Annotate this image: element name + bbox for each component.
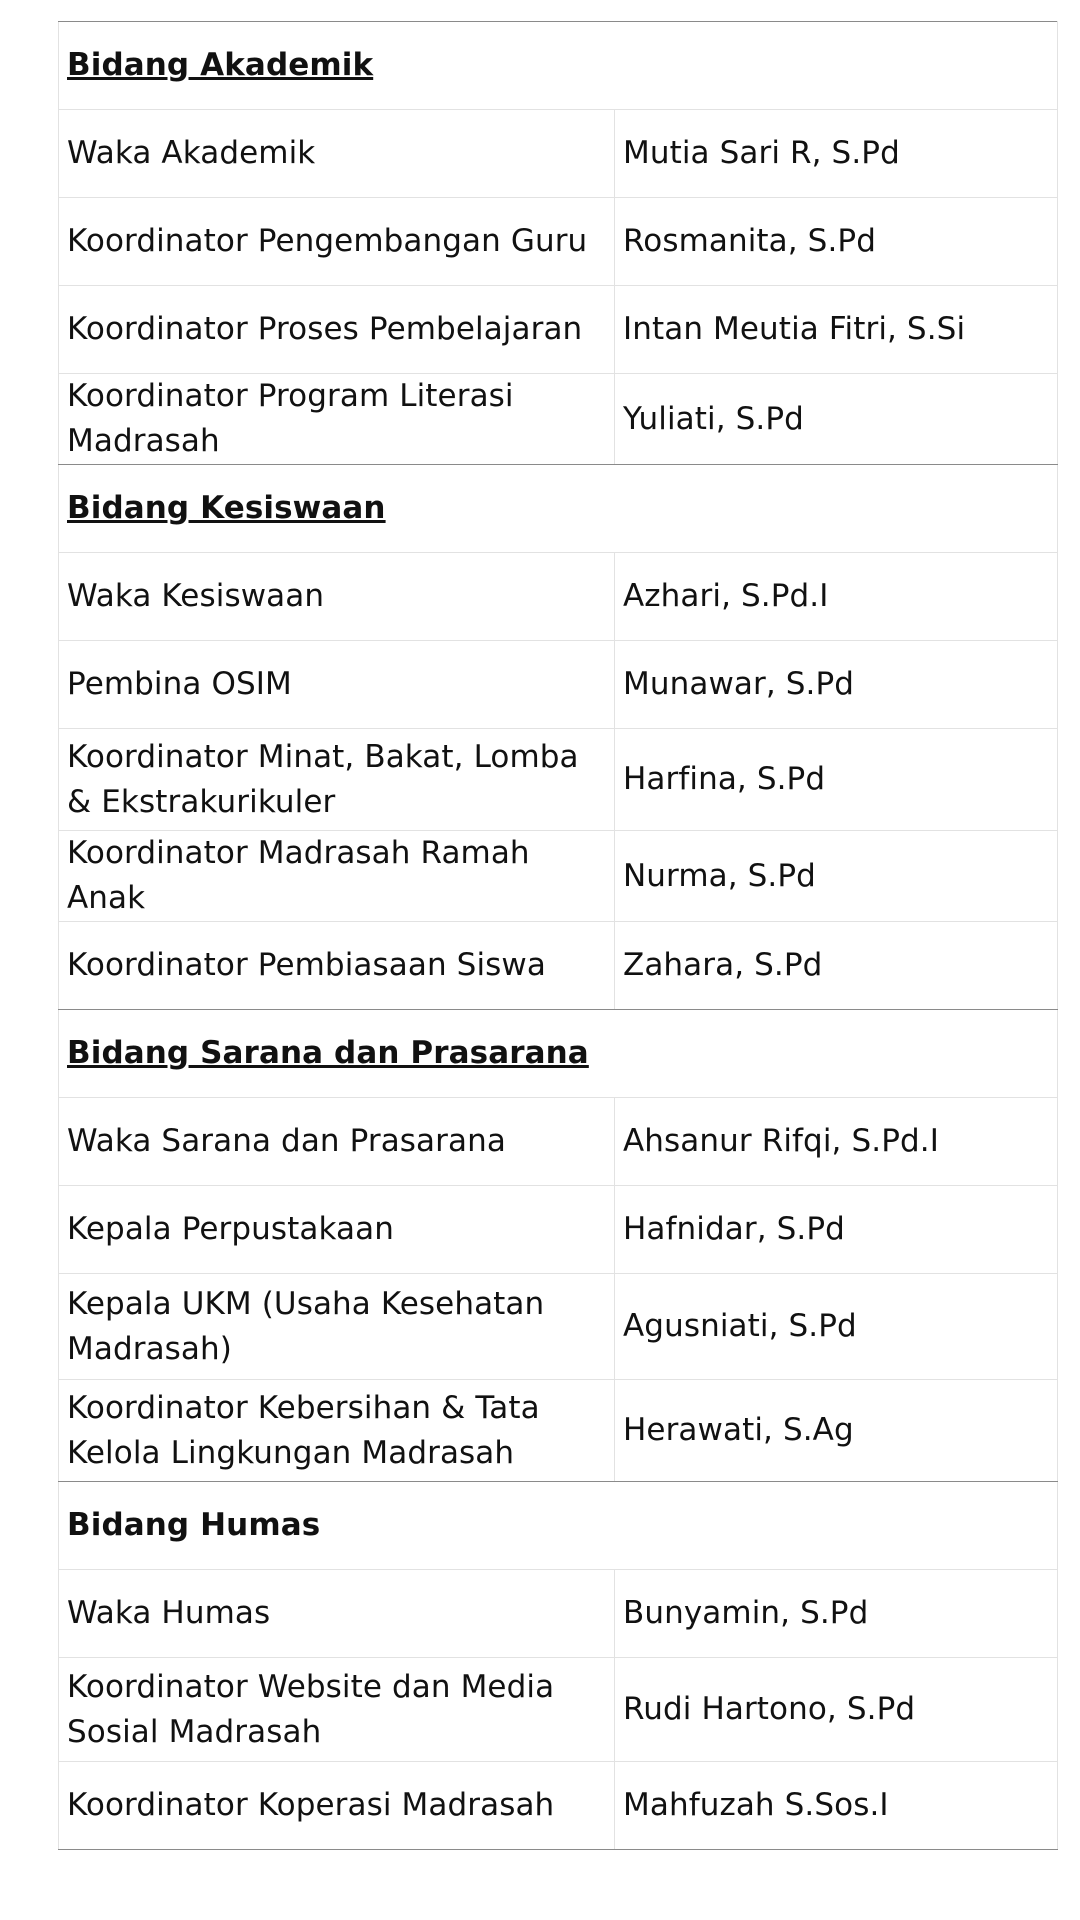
organization-table [58,21,1058,1850]
name-cell: Rosmanita, S.Pd [615,198,1058,286]
section-header-sarana [59,1010,1058,1098]
role-cell: Waka Akademik [59,110,615,198]
table-row [59,1380,1058,1482]
name-cell: Harfina, S.Pd [615,729,1058,831]
name-cell: Azhari, S.Pd.I [615,553,1058,641]
role-cell: Kepala Perpustakaan [59,1186,615,1274]
role-cell: Waka Kesiswaan [59,553,615,641]
table-row [59,374,1058,465]
role-cell: Koordinator Koperasi Madrasah [59,1762,615,1850]
name-cell: Ahsanur Rifqi, S.Pd.I [615,1098,1058,1186]
section-title-cell [59,1010,1058,1098]
table-row [59,110,1058,198]
role-cell: Koordinator Pembiasaan Siswa [59,922,615,1010]
role-cell: Koordinator Minat, Bakat, Lomba & Ekstrakurikuler [59,729,615,831]
section-title: Bidang Sarana dan Prasarana [67,1035,589,1071]
name-cell: Bunyamin, S.Pd [615,1570,1058,1658]
role-cell: Koordinator Website dan Media Sosial Madrasah [59,1658,615,1762]
role-cell: Koordinator Madrasah Ramah Anak [59,831,615,922]
role-cell: Pembina OSIM [59,641,615,729]
table-row [59,1186,1058,1274]
role-cell: Koordinator Kebersihan & Tata Kelola Lingkungan Madrasah [59,1380,615,1482]
section-header-kesiswaan [59,465,1058,553]
role-cell: Kepala UKM (Usaha Kesehatan Madrasah) [59,1274,615,1380]
name-cell: Agusniati, S.Pd [615,1274,1058,1380]
name-cell: Yuliati, S.Pd [615,374,1058,465]
table-row [59,922,1058,1010]
name-cell: Mutia Sari R, S.Pd [615,110,1058,198]
table-row [59,1570,1058,1658]
role-cell: Waka Sarana dan Prasarana [59,1098,615,1186]
table-row [59,1762,1058,1850]
section-title: Bidang Akademik [67,47,374,83]
section-header-humas [59,1482,1058,1570]
name-cell: Mahfuzah S.Sos.I [615,1762,1058,1850]
table-row [59,286,1058,374]
table-row [59,1098,1058,1186]
role-cell: Koordinator Program Literasi Madrasah [59,374,615,465]
name-cell: Intan Meutia Fitri, S.Si [615,286,1058,374]
table-row [59,1274,1058,1380]
name-cell: Zahara, S.Pd [615,922,1058,1010]
role-cell: Koordinator Proses Pembelajaran [59,286,615,374]
role-cell: Waka Humas [59,1570,615,1658]
section-title-cell [59,22,1058,110]
section-title: Bidang Kesiswaan [67,490,386,526]
name-cell: Hafnidar, S.Pd [615,1186,1058,1274]
section-header-akademik [59,22,1058,110]
table-row [59,198,1058,286]
section-title-cell [59,465,1058,553]
name-cell: Rudi Hartono, S.Pd [615,1658,1058,1762]
table-row [59,641,1058,729]
table-row [59,729,1058,831]
table-row [59,831,1058,922]
role-cell: Koordinator Pengembangan Guru [59,198,615,286]
table-row [59,553,1058,641]
section-title-cell [59,1482,1058,1570]
section-title: Bidang Humas [67,1507,321,1543]
name-cell: Herawati, S.Ag [615,1380,1058,1482]
table-row [59,1658,1058,1762]
name-cell: Nurma, S.Pd [615,831,1058,922]
name-cell: Munawar, S.Pd [615,641,1058,729]
